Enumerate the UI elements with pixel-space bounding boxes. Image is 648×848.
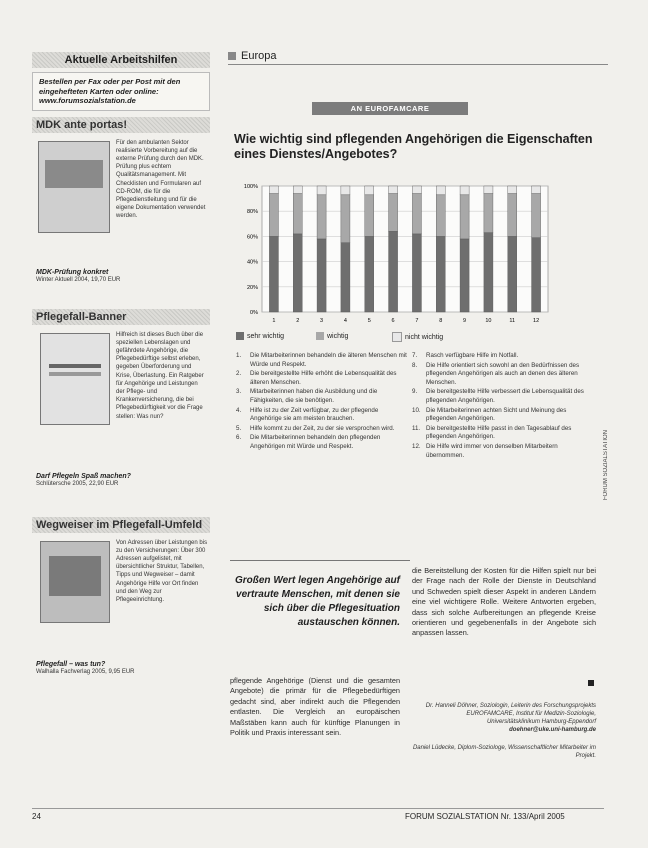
header-rule [228, 64, 608, 65]
bar-1-nicht-wichtig [269, 186, 278, 194]
list-text: Die Mitarbeiterinnen achten Sicht und Meinung des pflegenden Angehörigen. [426, 406, 567, 423]
list-item [236, 352, 408, 369]
y-tick-label: 0% [250, 310, 258, 316]
item2-title: Pflegefall-Banner [32, 309, 210, 325]
criteria-list-left [236, 352, 408, 453]
pull-quote: Großen Wert legen Angehörige auf vertraute Menschen, mit denen sie sich über die Pflegesituation austauschen können. [234, 575, 400, 628]
footer-rule [32, 808, 604, 809]
bar-8-sehr-wichtig [436, 236, 445, 312]
bar-4-wichtig [341, 195, 350, 243]
item2-block [32, 325, 210, 503]
list-text: Die bereitgestellte Hilfe erhöht die Lebensqualität des älteren Menschen. [250, 370, 397, 386]
x-tick-label: 5 [367, 318, 371, 324]
x-tick-label: 2 [296, 318, 300, 324]
list-text: Hilfe kommt zu der Zeit, zu der sie versprochen wird. [250, 424, 395, 432]
left-column [32, 52, 210, 703]
list-text: Hilfe ist zu der Zeit verfügbar, zu der pflegende Angehörige sie am meisten brauchen. [250, 406, 379, 423]
item1-text: Für den ambulanten Sektor realisierte Vorbereitung auf die externe Prüfung durch den MDK. Prüfung plus echtem Qualitätsmanagement. Mit Checklisten und Formularen auf CD-ROM, die für die Pflegedienstleitung und für die eigene Dokumentation verwendet werden. [116, 139, 206, 220]
list-item [412, 352, 594, 361]
list-text: Die bereitgestellte Hilfe passt in den Tagesablauf des pflegenden Angehörigen. [426, 424, 572, 441]
bar-12-wichtig [532, 194, 541, 238]
x-tick-label: 11 [509, 318, 516, 324]
list-text: Die Hilfe orientiert sich sowohl an den Bedürfnissen des pflegenden Angehörigen als auch an denen des älteren Menschen. [426, 361, 580, 386]
list-number: 6. [236, 434, 242, 442]
body-text-left: pflegende Angehörige (Dienst und die gesamten Angebote) die primär für die Pflegebedürftigen gedacht sind, aber indirekt auch die Pflegenden entlasten. Die Vergleich an europäischen Maßstäben kann auch für künftige Planungen in Politik und Praxis interessant sein. [230, 676, 400, 738]
list-item [412, 443, 594, 460]
list-number: 1. [236, 352, 242, 359]
page-number: 24 [32, 812, 41, 821]
stat-label: AN EUROFAMCARE [350, 104, 430, 113]
bar-5-sehr-wichtig [365, 236, 374, 312]
bar-6-sehr-wichtig [389, 231, 398, 312]
body-text-right: die Bereitstellung der Kosten für die Hilfen spielt nur bei der Frage nach der Rolle der Dienste in Deutschland und Schweden spielt dieser Aspekt in anderen Ländern eine viel wichtigere Rolle. Weitere Antworten ergeben, dass sich solche Aufbereitungen an pflegende Kreise orientieren und gegebenenfalls in der Angebote sich anpassen lassen. [412, 566, 596, 638]
quote-rule [230, 560, 410, 561]
bar-8-nicht-wichtig [436, 186, 445, 195]
x-tick-label: 10 [485, 318, 492, 324]
legend-nicht-wichtig: nicht wichtig [392, 332, 443, 342]
bar-12-nicht-wichtig [532, 186, 541, 194]
book-cover-2 [40, 333, 110, 425]
item2-book-title[interactable]: Darf Pflegeln Spaß machen? [36, 472, 131, 480]
author-2: Daniel Lüdecke, Diplom-Soziologe, Wissenschaftlicher Mitarbeiter im Projekt. [412, 745, 596, 759]
list-number: 10. [412, 406, 421, 414]
bar-11-nicht-wichtig [508, 186, 517, 194]
list-text: Die Mitarbeiterinnen behandeln die älteren Menschen mit Würde und Respekt. [250, 352, 407, 368]
europa-square-icon [228, 52, 236, 60]
y-tick-label: 60% [246, 234, 258, 241]
list-item [236, 434, 408, 451]
list-item [412, 425, 594, 442]
x-tick-label: 12 [533, 318, 540, 324]
item1-book-title[interactable]: MDK-Prüfung konkret [36, 268, 109, 276]
list-text: Die Hilfe wird immer von denselben Mitarbeitern übernommen. [426, 442, 558, 459]
bar-4-sehr-wichtig [341, 243, 350, 312]
item2-book-meta: Schlütersche 2005, 22,90 EUR [36, 480, 119, 487]
book-cover-3 [40, 541, 110, 623]
bar-5-nicht-wichtig [365, 186, 374, 195]
author-box [412, 702, 596, 760]
x-tick-label: 9 [463, 318, 467, 324]
item3-title: Wegweiser im Pflegefall-Umfeld [32, 517, 210, 533]
bar-3-wichtig [317, 195, 326, 239]
bar-3-sehr-wichtig [317, 239, 326, 312]
stacked-bar-chart [232, 178, 552, 328]
list-number: 11. [412, 424, 421, 432]
footer-publication: FORUM SOZIALSTATION Nr. 133/April 2005 [405, 812, 565, 821]
list-item [412, 362, 594, 388]
legend-wichtig: wichtig [316, 332, 348, 340]
bar-2-wichtig [293, 194, 302, 234]
item3-block [32, 533, 210, 703]
list-number: 8. [412, 361, 418, 369]
book-cover-1 [38, 141, 110, 233]
author-1-email[interactable]: doehner@uke.uni-hamburg.de [509, 727, 596, 733]
bar-7-sehr-wichtig [412, 234, 421, 312]
section-europa: Europa [241, 50, 277, 62]
list-number: 9. [412, 388, 418, 396]
bar-9-wichtig [460, 195, 469, 239]
bar-12-sehr-wichtig [532, 238, 541, 312]
bar-1-sehr-wichtig [269, 236, 278, 312]
bar-6-nicht-wichtig [389, 186, 398, 194]
list-item [412, 407, 594, 424]
bar-10-nicht-wichtig [484, 186, 493, 194]
list-item [236, 388, 408, 405]
criteria-list-right [412, 352, 594, 461]
bar-11-wichtig [508, 194, 517, 237]
item3-book-meta: Walhalla Fachverlag 2005, 9,95 EUR [36, 668, 135, 675]
list-text: Mitarbeiterinnen haben die Ausbildung und die Fähigkeiten, die sie benötigen. [250, 388, 378, 404]
y-tick-label: 100% [243, 184, 258, 190]
x-tick-label: 7 [415, 318, 419, 324]
x-tick-label: 4 [343, 318, 347, 324]
bar-7-wichtig [412, 194, 421, 234]
list-number: 3. [236, 388, 242, 396]
x-tick-label: 3 [320, 318, 324, 324]
author-1: Dr. Hanneli Döhner, Soziologin, Leiterin des Forschungsprojekts EUROFAMCARE, Institut für Medizin-Soziologie, Universitätsklinikum Hamburg-Eppendorf [425, 703, 596, 725]
item1-title: MDK ante portas! [32, 117, 210, 133]
list-item [236, 407, 408, 424]
bar-5-wichtig [365, 195, 374, 237]
list-item [236, 425, 408, 434]
x-tick-label: 6 [391, 318, 395, 324]
legend-sehr-wichtig: sehr wichtig [236, 332, 284, 340]
bar-2-nicht-wichtig [293, 186, 302, 194]
y-tick-label: 40% [246, 259, 258, 266]
chart-frame [262, 186, 548, 312]
bar-9-nicht-wichtig [460, 186, 469, 195]
x-tick-label: 1 [272, 318, 276, 324]
order-note: Bestellen per Fax oder per Post mit den eingehefteten Karten oder online: www.forumsozialstation.de [39, 77, 181, 105]
item3-book-title[interactable]: Pflegefall – was tun? [36, 660, 106, 668]
list-number: 5. [236, 424, 242, 432]
bar-3-nicht-wichtig [317, 186, 326, 195]
bar-4-nicht-wichtig [341, 186, 350, 195]
side-label: FORUM SOZIALSTATION [603, 430, 609, 501]
y-tick-label: 20% [246, 284, 258, 291]
end-mark [588, 680, 594, 686]
left-header: Aktuelle Arbeitshilfen [32, 52, 210, 68]
bar-6-wichtig [389, 194, 398, 232]
list-number: 12. [412, 442, 421, 450]
item2-text: Hilfreich ist dieses Buch über die speziellen Lebenslagen und gefährdete Angehörige, die Pflegebedürftige selbst erleben, gegeben Überforderung und Krise, Überlastung. Ein Ratgeber für Angehörige und Leistungen der Pflege- und Krankenversicherung, die bei Pflegebedürftigkeit vor die Frage stellen: Was nun? [116, 331, 204, 420]
bar-8-wichtig [436, 195, 445, 237]
x-tick-label: 8 [439, 318, 443, 324]
bar-7-nicht-wichtig [412, 186, 421, 194]
bar-1-wichtig [269, 194, 278, 237]
bar-2-sehr-wichtig [293, 234, 302, 312]
bar-11-sehr-wichtig [508, 236, 517, 312]
item1-block [32, 133, 210, 305]
y-tick-label: 80% [246, 209, 258, 216]
list-item [412, 388, 594, 405]
chart-title: Wie wichtig sind pflegenden Angehörigen die Eigenschaften eines Dienstes/Angebotes? [234, 132, 593, 161]
bar-10-wichtig [484, 194, 493, 233]
bar-9-sehr-wichtig [460, 239, 469, 312]
list-number: 4. [236, 406, 242, 414]
list-number: 2. [236, 370, 242, 378]
list-item [236, 370, 408, 387]
list-text: Die Mitarbeiterinnen behandeln den pflegenden Angehörigen mit Würde und Respekt. [250, 434, 381, 450]
bar-10-sehr-wichtig [484, 233, 493, 312]
item1-book-meta: Winter Aktuell 2004, 19,70 EUR [36, 276, 121, 283]
list-number: 7. [412, 352, 418, 359]
list-text: Rasch verfügbare Hilfe im Notfall. [426, 352, 519, 359]
list-text: Die bereitgestellte Hilfe verbessert die Lebensqualität des pflegenden Angehörigen. [426, 388, 584, 404]
item3-text: Von Adressen über Leistungen bis zu den Versicherungen: Über 300 Adressen aufgelistet, mit übersichtlicher Struktur, Tabellen, Tipps und Wegweiser – damit Angehörige Hilfe vor Ort finden und den Weg zur Pflegeeinrichtung. [116, 539, 208, 603]
